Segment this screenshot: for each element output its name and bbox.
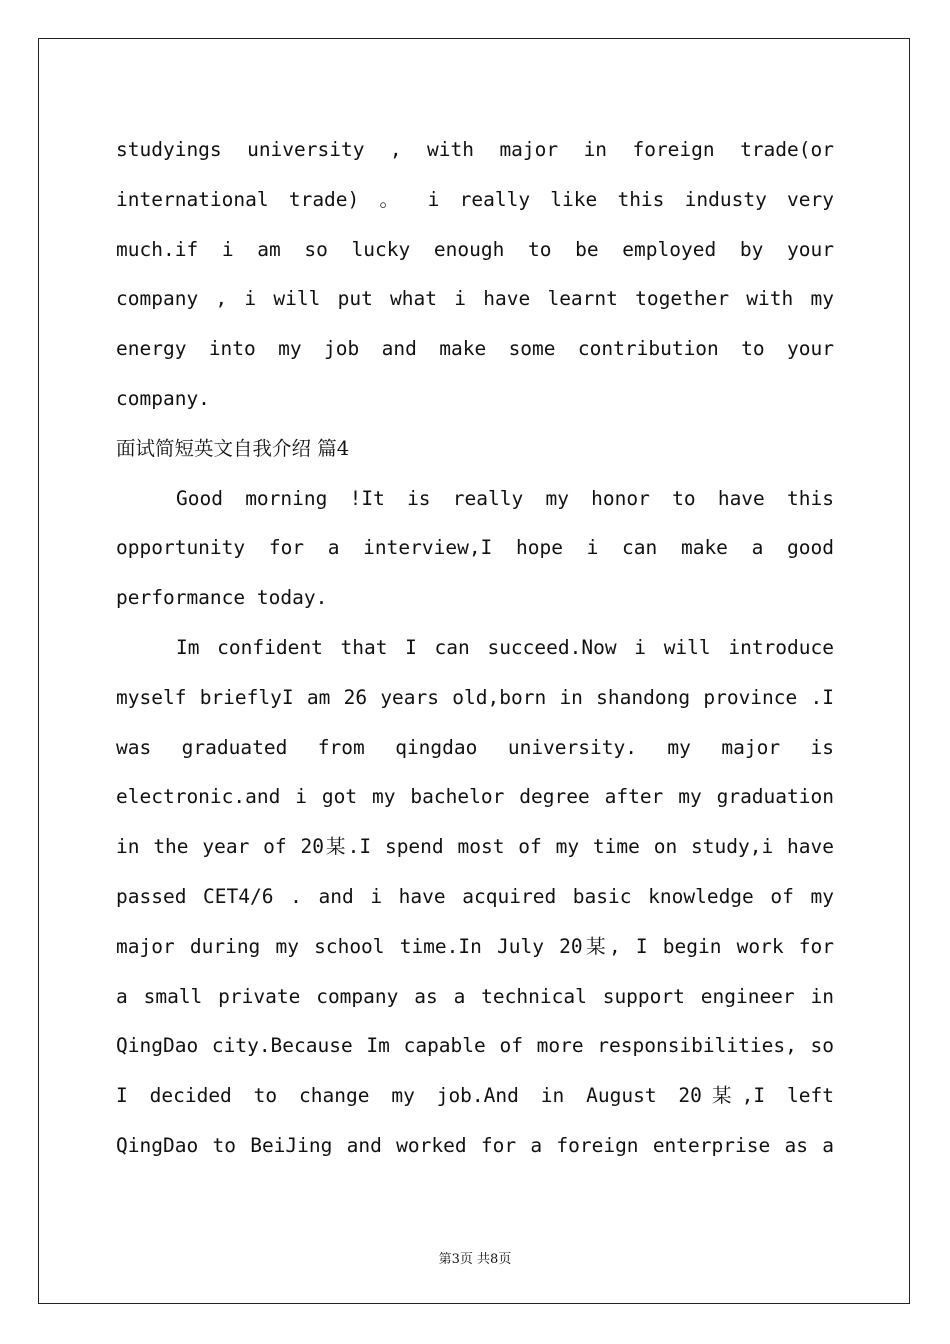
text-line: Good morning !It is really my honor to have this: [176, 486, 834, 510]
section-heading: 面试简短英文自我介绍 篇4: [116, 436, 350, 460]
text-line: performance today.: [116, 586, 328, 610]
text-line: myself brieflyI am 26 years old,born in shandong province .I: [116, 685, 834, 709]
text-line: much.if i am so lucky enough to be employed by your: [116, 237, 834, 261]
text-line: in the year of 20某.I spend most of my time on study,i have: [116, 835, 834, 859]
text-line: I decided to change my job.And in August 20某,I left: [116, 1084, 834, 1108]
text-line: passed CET4/6 . and i have acquired basic knowledge of my: [116, 884, 834, 908]
page-number: 第3页 共8页: [438, 1252, 512, 1267]
text-line: energy into my job and make some contribution to your: [116, 337, 834, 361]
text-line: electronic.and i got my bachelor degree after my graduation: [116, 785, 834, 809]
text-line: opportunity for a interview,I hope i can make a good: [116, 536, 834, 560]
text-line: international trade) 。 i really like this industy very: [116, 187, 834, 211]
text-line: company.: [116, 386, 210, 410]
text-line: studyings university , with major in foreign trade(or: [116, 138, 834, 161]
text-line: QingDao city.Because Im capable of more responsibilities, so: [116, 1034, 834, 1058]
text-line: a small private company as a technical support engineer in: [116, 984, 834, 1008]
text-line: QingDao to BeiJing and worked for a foreign enterprise as a: [116, 1133, 834, 1157]
document-body: [116, 125, 834, 1171]
text-line: Im confident that I can succeed.Now i will introduce: [176, 635, 834, 659]
text-line: major during my school time.In July 20某, I begin work for: [116, 934, 834, 958]
text-line: was graduated from qingdao university. my major is: [116, 735, 834, 759]
text-line: company , i will put what i have learnt together with my: [116, 287, 834, 311]
